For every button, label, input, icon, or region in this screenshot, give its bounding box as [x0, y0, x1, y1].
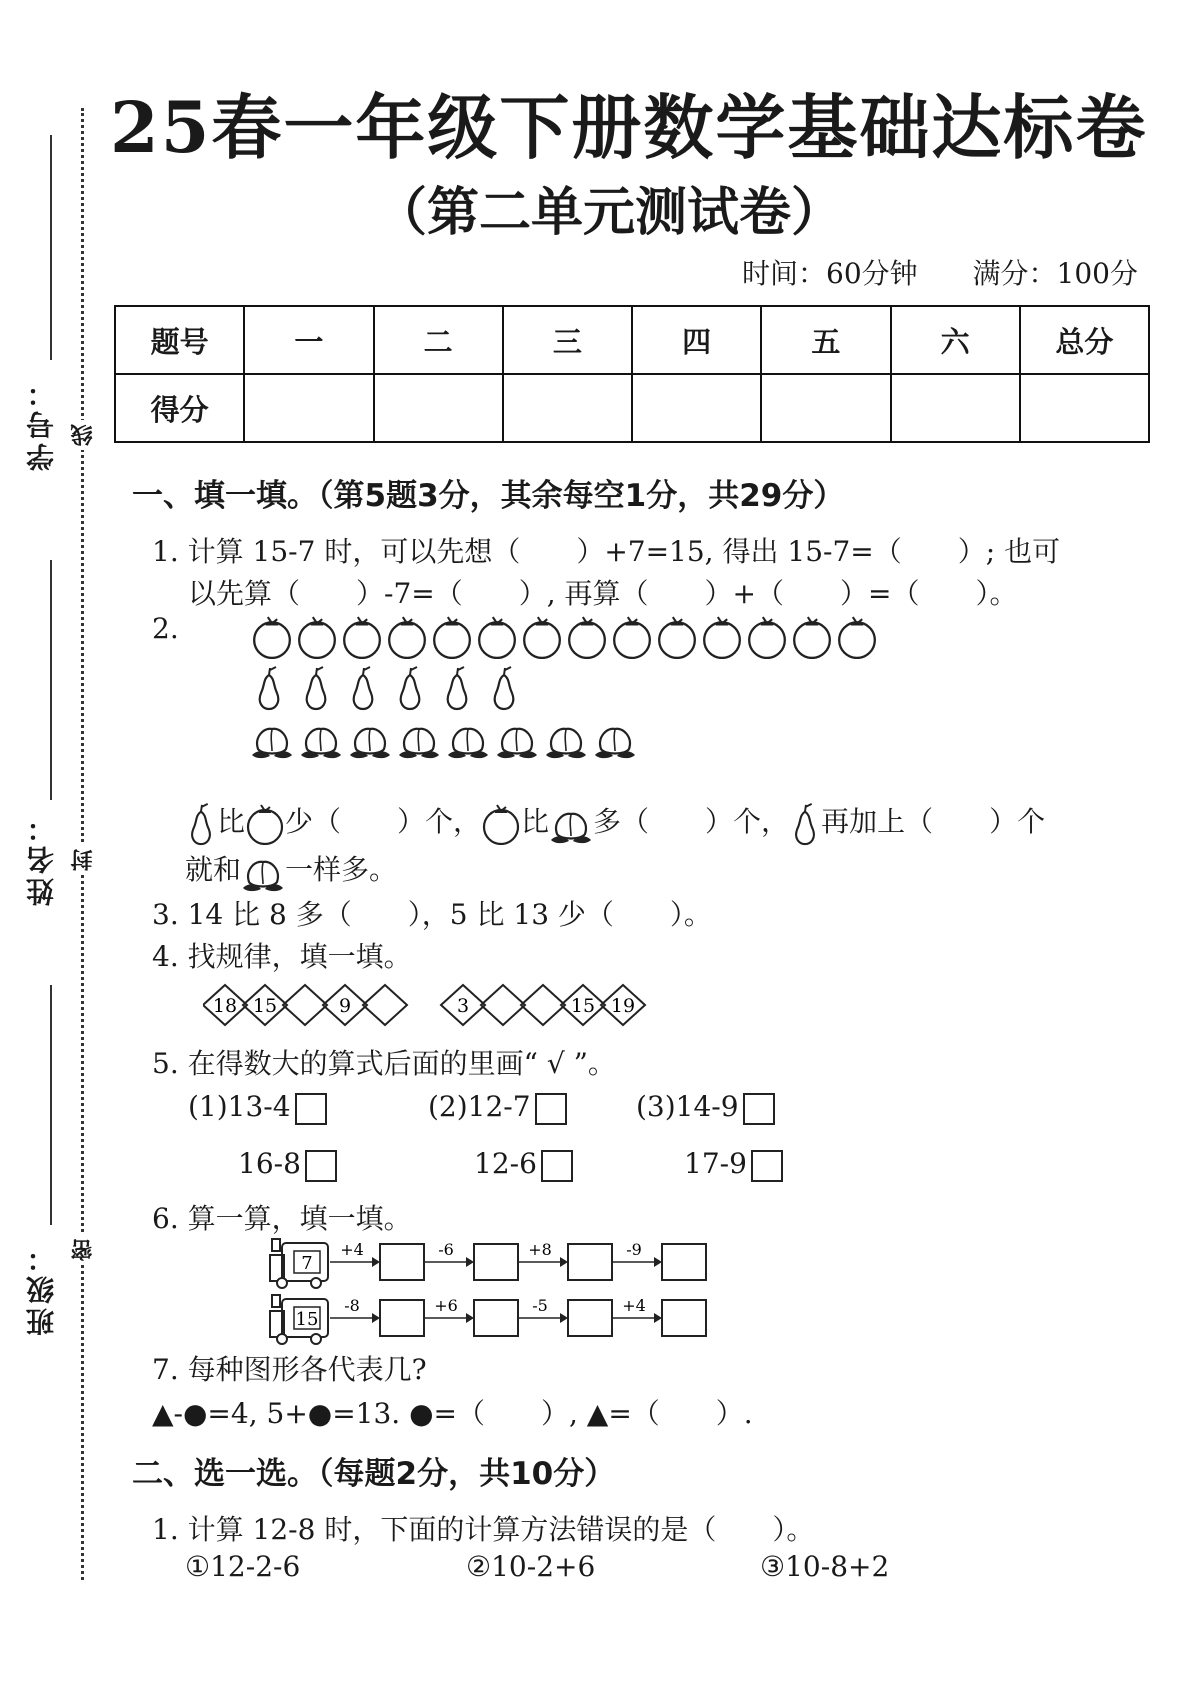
tomato-icon — [835, 615, 879, 659]
q7-text: 7. 每种图形各代表几? — [152, 1353, 427, 1386]
arrow-head — [466, 1257, 474, 1267]
pattern-diamond[interactable] — [521, 985, 565, 1025]
student-id-line — [50, 135, 52, 360]
answer-box[interactable] — [662, 1300, 706, 1336]
time-limit: 时间：60分钟 — [742, 257, 918, 290]
arrow-head — [654, 1313, 662, 1323]
q1-line2: 以先算（ ）-7=（ ）, 再算（ ）+（ ）=（ ）。 — [188, 577, 1018, 610]
exam-meta — [742, 252, 1138, 292]
score-table-score-row — [115, 374, 1149, 442]
q2-compare-line1 — [185, 800, 1045, 846]
answer-box[interactable] — [380, 1244, 424, 1280]
tomato-icon — [655, 615, 699, 659]
s2-option-1[interactable]: ①12-2-6 — [185, 1550, 301, 1583]
answer-box[interactable] — [568, 1300, 612, 1336]
pattern-number: 18 — [212, 995, 238, 1017]
q2-line2-a: 就和 — [185, 853, 242, 886]
peach-icon — [241, 852, 285, 892]
q4-pattern-diagrams — [203, 983, 663, 1031]
q7-equation: ▲-●=4, 5+●=13. ●=（ ）, ▲=（ ）. — [152, 1397, 753, 1430]
name-label: 姓名： — [25, 810, 58, 906]
pear-icon — [185, 802, 217, 846]
q2-line2-b: 一样多。 — [285, 853, 398, 886]
operation-label: +4 — [340, 1240, 364, 1259]
pattern-number: 15 — [252, 995, 278, 1017]
q5-expr: (2)12-7 — [428, 1090, 531, 1123]
arrow-head — [560, 1257, 568, 1267]
tomato-icon — [610, 615, 654, 659]
score-header-cell: 题号 — [115, 306, 244, 374]
q5-item-1a — [188, 1090, 327, 1125]
pattern-diamond[interactable] — [283, 985, 327, 1025]
seal-line-label: 线 — [68, 420, 99, 450]
score-header-cell: 六 — [891, 306, 1020, 374]
section2-heading: 二、选一选。（每题2分，共10分） — [132, 1456, 616, 1492]
pear-icon — [487, 665, 521, 711]
operation-label: -8 — [344, 1296, 360, 1315]
score-header-cell: 三 — [503, 306, 632, 374]
page-subtitle: （第二单元测试卷） — [375, 182, 844, 243]
pattern-diamond[interactable] — [481, 985, 525, 1025]
score-header-cell: 二 — [374, 306, 503, 374]
q2-compare-line2 — [185, 848, 397, 892]
q5-checkbox[interactable] — [305, 1150, 337, 1182]
answer-box[interactable] — [474, 1300, 518, 1336]
tomato-icon — [565, 615, 609, 659]
pear-icon — [299, 665, 333, 711]
q5-expr: 12-6 — [474, 1147, 537, 1180]
operation-label: -9 — [626, 1240, 642, 1259]
q5-item-3b — [684, 1147, 783, 1182]
peach-icon — [593, 718, 637, 760]
s2-q1-text: 1. 计算 12-8 时，下面的计算方法错误的是（ ）。 — [152, 1513, 815, 1546]
q2-compare1-b: 少（ ）个， — [285, 805, 482, 838]
q1-line1: 1. 计算 15-7 时，可以先想（ ）+7=15, 得出 15-7=（ ）; 也可 — [152, 535, 1061, 568]
q5-checkbox[interactable] — [535, 1093, 567, 1125]
tomato-icon — [385, 615, 429, 659]
page-title: 25春一年级下册数学基础达标卷 — [110, 86, 1148, 169]
student-id-label: 学号： — [25, 375, 58, 471]
train-start-number: 7 — [301, 1253, 313, 1274]
score-header-cell: 五 — [761, 306, 890, 374]
pattern-number: 9 — [338, 995, 352, 1017]
pear-row — [252, 665, 534, 711]
score-header-cell: 一 — [244, 306, 373, 374]
full-score: 满分：100分 — [972, 257, 1138, 290]
tomato-row — [250, 615, 880, 659]
peach-icon — [446, 718, 490, 760]
pear-icon — [252, 665, 286, 711]
answer-box[interactable] — [474, 1244, 518, 1280]
q2-compare2-a: 比 — [521, 805, 550, 838]
seal-seal-label: 封 — [68, 845, 99, 875]
arrow-head — [372, 1313, 380, 1323]
seal-secret-label: 密 — [68, 1235, 99, 1265]
q6-text: 6. 算一算，填一填。 — [152, 1202, 412, 1235]
q5-expr: 16-8 — [238, 1147, 301, 1180]
peach-icon — [397, 718, 441, 760]
s2-option-3[interactable]: ③10-8+2 — [760, 1550, 890, 1583]
arrow-head — [654, 1257, 662, 1267]
score-table — [114, 305, 1150, 443]
q3-text: 3. 14 比 8 多（ ），5 比 13 少（ ）。 — [152, 898, 712, 931]
q5-checkbox[interactable] — [295, 1093, 327, 1125]
q5-item-2a — [428, 1090, 567, 1125]
peach-icon — [544, 718, 588, 760]
q5-checkbox[interactable] — [743, 1093, 775, 1125]
s2-option-2[interactable]: ②10-2+6 — [466, 1550, 596, 1583]
arrow-head — [466, 1313, 474, 1323]
q5-checkbox[interactable] — [751, 1150, 783, 1182]
pattern-number: 15 — [570, 995, 596, 1017]
tomato-icon — [430, 615, 474, 659]
tomato-icon — [340, 615, 384, 659]
arrow-head — [372, 1257, 380, 1267]
tomato-icon — [295, 615, 339, 659]
q4-text: 4. 找规律，填一填。 — [152, 940, 412, 973]
arrow-head — [560, 1313, 568, 1323]
pattern-number: 3 — [456, 995, 470, 1017]
q6-train-chains — [268, 1235, 728, 1357]
score-header-cell: 四 — [632, 306, 761, 374]
q5-checkbox[interactable] — [541, 1150, 573, 1182]
tomato-icon — [475, 615, 519, 659]
class-label: 班级： — [25, 1240, 58, 1336]
score-input-cell[interactable] — [1020, 374, 1149, 442]
score-input-cell[interactable] — [503, 374, 632, 442]
score-input-cell[interactable] — [374, 374, 503, 442]
q2-number: 2. — [152, 612, 179, 645]
peach-icon — [299, 718, 343, 760]
tomato-icon — [700, 615, 744, 659]
peach-row — [250, 718, 642, 760]
peach-icon — [549, 804, 593, 844]
peach-icon — [348, 718, 392, 760]
score-input-cell[interactable] — [244, 374, 373, 442]
pear-icon — [789, 802, 821, 846]
peach-icon — [495, 718, 539, 760]
operation-label: +8 — [528, 1240, 552, 1259]
name-line — [50, 560, 52, 800]
answer-box[interactable] — [380, 1300, 424, 1336]
pear-icon — [440, 665, 474, 711]
score-row-label: 得分 — [115, 374, 244, 442]
q5-item-2b — [474, 1147, 573, 1182]
operation-label: -6 — [438, 1240, 454, 1259]
score-header-cell: 总分 — [1020, 306, 1149, 374]
binding-dotted-line — [81, 108, 84, 1580]
q5-expr: (3)14-9 — [636, 1090, 739, 1123]
score-table-header-row — [115, 306, 1149, 374]
answer-box[interactable] — [568, 1244, 612, 1280]
operation-label: +4 — [622, 1296, 646, 1315]
section1-heading: 一、填一填。（第5题3分，其余每空1分，共29分） — [132, 478, 845, 514]
q5-expr: 17-9 — [684, 1147, 747, 1180]
tomato-icon — [520, 615, 564, 659]
operation-label: +6 — [434, 1296, 458, 1315]
train-start-number: 15 — [295, 1309, 319, 1330]
train-icon — [270, 1239, 328, 1288]
q2-compare3: 再加上（ ）个 — [821, 805, 1046, 838]
tomato-icon — [481, 803, 521, 845]
score-input-cell[interactable] — [761, 374, 890, 442]
answer-box[interactable] — [662, 1244, 706, 1280]
tomato-icon — [245, 803, 285, 845]
class-line — [50, 985, 52, 1225]
q5-expr: (1)13-4 — [188, 1090, 291, 1123]
q5-item-3a — [636, 1090, 775, 1125]
pear-icon — [346, 665, 380, 711]
q2-compare2-b: 多（ ）个， — [593, 805, 790, 838]
operation-label: -5 — [532, 1296, 548, 1315]
q5-item-1b — [238, 1147, 337, 1182]
pattern-number: 19 — [610, 995, 636, 1017]
pear-icon — [393, 665, 427, 711]
peach-icon — [250, 718, 294, 760]
score-input-cell[interactable] — [891, 374, 1020, 442]
tomato-icon — [250, 615, 294, 659]
q5-text: 5. 在得数大的算式后面的里画“ √ ”。 — [152, 1047, 616, 1080]
score-input-cell[interactable] — [632, 374, 761, 442]
tomato-icon — [790, 615, 834, 659]
q2-compare1-a: 比 — [217, 805, 246, 838]
pattern-diamond[interactable] — [363, 985, 407, 1025]
tomato-icon — [745, 615, 789, 659]
